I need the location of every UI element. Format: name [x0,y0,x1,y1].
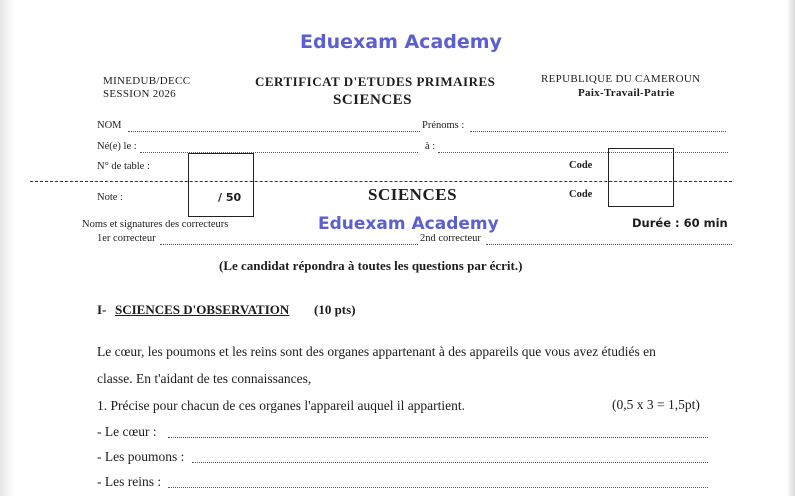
section-title: SCIENCES D'OBSERVATION [115,302,290,317]
birthdate-field[interactable] [140,151,418,153]
corrector2-label: 2nd correcteur [420,233,481,244]
table-number-label: N° de table : [97,161,150,172]
question-1-text: 1. Précise pour chacun de ces organes l'appareil auquel il appartient. [97,398,466,413]
note-label: Note : [97,192,123,203]
instruction-text: (Le candidat répondra à toutes les questions par écrit.) [219,258,523,273]
exam-subject-title: SCIENCES [333,92,413,108]
note-value: / 50 [218,191,242,204]
prenoms-field[interactable] [470,130,726,132]
nom-field[interactable] [128,130,420,132]
corrector2-field[interactable] [486,243,732,245]
answer-kidneys-field[interactable] [168,486,708,488]
code-label-bottom: Code [569,189,593,200]
duration-label: Durée : 60 min [632,216,728,230]
corrector1-label: 1er correcteur [97,233,156,244]
birthdate-label: Né(e) le : [97,141,137,152]
watermark-middle [318,214,499,234]
corrector1-field[interactable] [160,243,418,245]
correctors-label: Noms et signatures des correcteurs [82,219,229,230]
birthplace-field[interactable] [438,151,728,153]
code-box[interactable] [608,148,674,207]
intro-line-2: classe. En t'aidant de tes connaissances, [97,371,312,386]
answer-heart-label: - Le cœur : [97,424,157,439]
nom-label: NOM [97,120,122,131]
code-label-top: Code [569,160,593,171]
session-label: SESSION 2026 [103,88,176,100]
ministry-label: MINEDUB/DECC [103,75,191,87]
watermark-top: Eduexam Academy [300,31,502,53]
intro-line-1: Le cœur, les poumons et les reins sont des organes appartenant à des appareils que vous avez étudiés en [97,344,656,359]
answer-lungs-label: - Les poumons : [97,449,185,464]
answer-kidneys-label: - Les reins : [97,474,162,489]
motto-label: Paix-Travail-Patrie [578,87,675,99]
prenoms-label: Prénoms : [422,120,465,131]
subject-title: SCIENCES [368,185,458,204]
page-left-shadow [0,0,14,496]
section-number: I- [97,302,107,317]
section-points: (10 pts) [314,302,356,317]
page-right-shadow [787,0,795,496]
watermark-middle-text: Eduexam Academy [318,214,499,234]
birthplace-label: à : [425,141,436,152]
answer-heart-field[interactable] [168,436,708,438]
cut-line [30,181,732,182]
question-1-points: (0,5 x 3 = 1,5pt) [612,397,700,412]
exam-title: CERTIFICAT D'ETUDES PRIMAIRES [255,74,496,89]
country-label: REPUBLIQUE DU CAMEROUN [541,73,701,85]
answer-lungs-field[interactable] [192,461,708,463]
table-number-box[interactable] [188,153,254,217]
